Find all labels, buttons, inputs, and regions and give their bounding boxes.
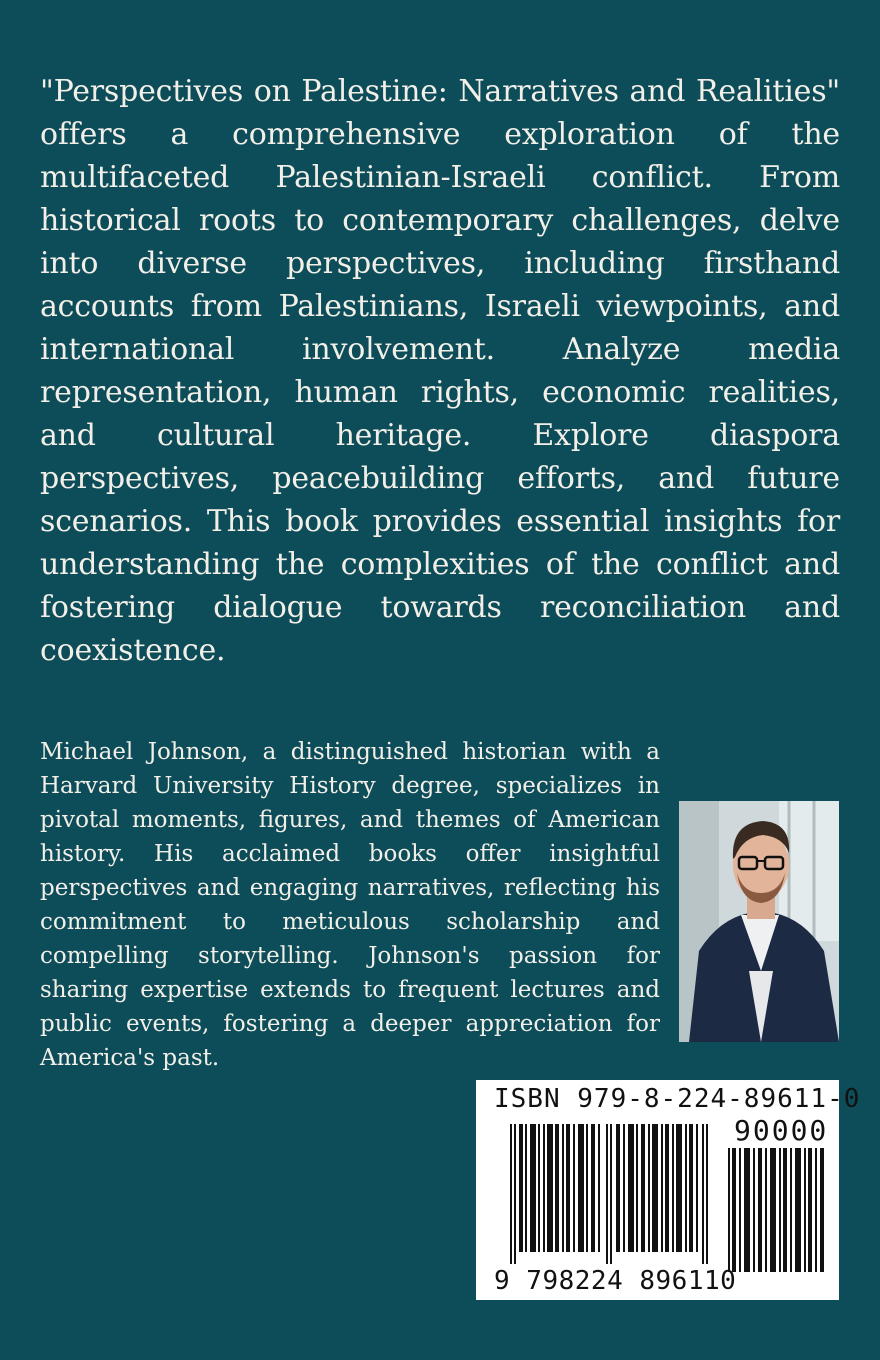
ean-digits: 9 798224 896110 xyxy=(494,1266,737,1296)
author-photo xyxy=(679,801,839,1042)
price-addon-bars xyxy=(728,1148,826,1272)
author-photo-illustration xyxy=(679,801,839,1042)
isbn-label: ISBN 979-8-224-89611-0 xyxy=(494,1084,861,1114)
price-code: 90000 xyxy=(734,1114,829,1147)
book-description: "Perspectives on Palestine: Narratives and Realities" offers a comprehensive exploration of the multifaceted Palestinian-Israeli conflict. From historical roots to contemporary challenges, delve into diverse perspectives, including firsthand accounts from Palestinians, Israeli viewpoints, and international involvement. Analyze media representation, human rights, economic realities, and cultural heritage. Explore diaspora perspectives, peacebuilding efforts, and future scenarios. This book provides essential insights for understanding the complexities of the conflict and fostering dialogue towards reconciliation and coexistence. xyxy=(40,74,840,668)
author-bio: Michael Johnson, a distinguished historian with a Harvard University History degree, specializes in pivotal moments, figures, and themes of American history. His acclaimed books offer insightful perspectives and engaging narratives, reflecting his commitment to meticulous scholarship and compelling storytelling. Johnson's passion for sharing expertise extends to frequent lectures and public events, fostering a deeper appreciation for America's past. xyxy=(40,739,660,1071)
ean-bars xyxy=(510,1124,710,1264)
isbn-barcode xyxy=(476,1080,861,1300)
